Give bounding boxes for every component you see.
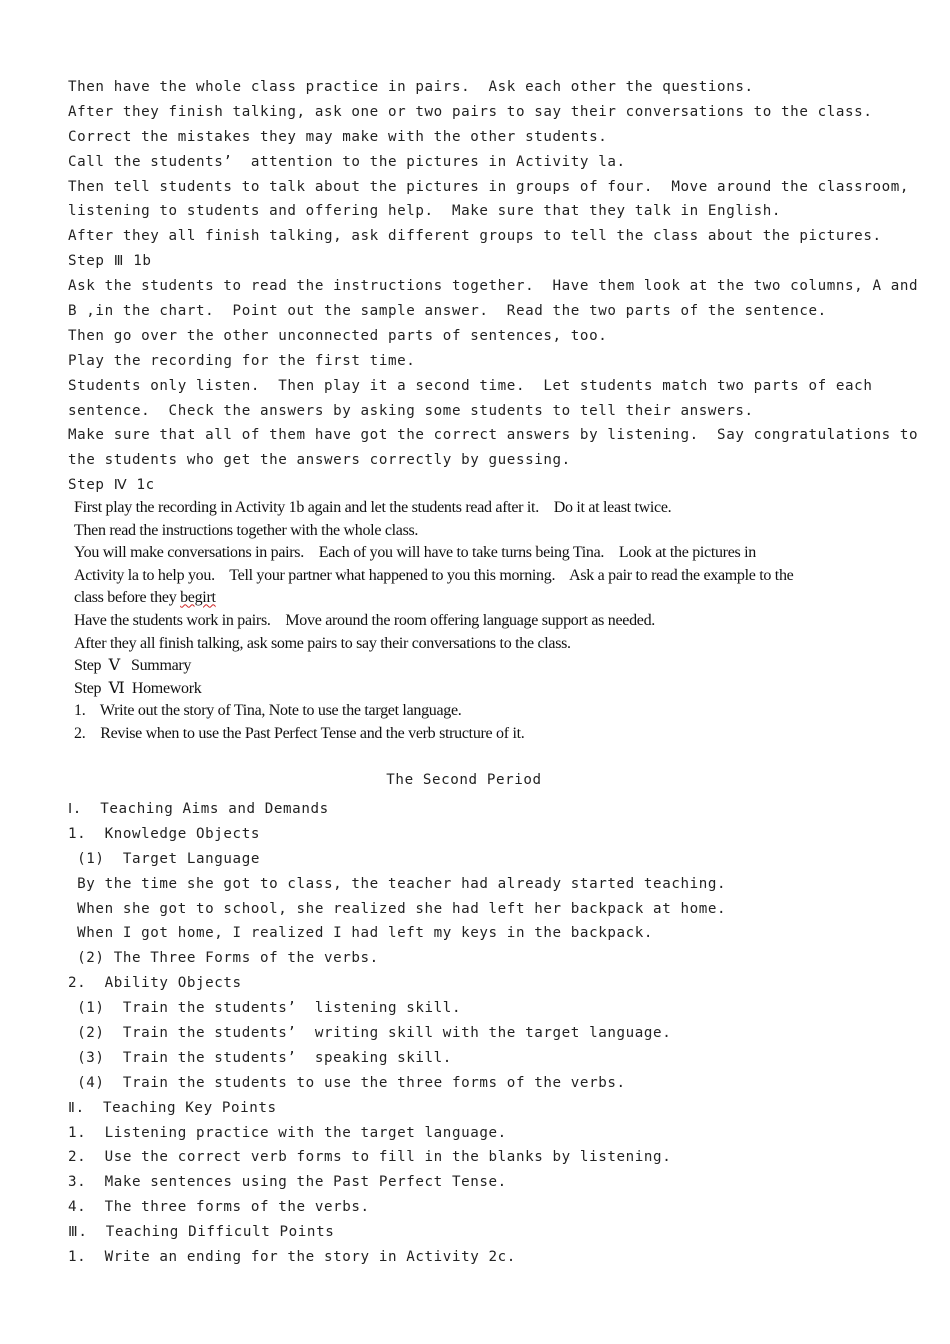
list-item: (2) Train the students’ writing skill with the target language. bbox=[68, 1025, 672, 1042]
text-line: Students only listen. Then play it a second time. Let students match two parts of each bbox=[68, 377, 873, 394]
list-item: 1. Listening practice with the target language. bbox=[68, 1124, 507, 1141]
text-line: Call the students’ attention to the pictures in Activity la. bbox=[68, 153, 626, 170]
list-item: (1) Train the students’ listening skill. bbox=[68, 1000, 462, 1017]
list-item: (1) Target Language bbox=[68, 850, 260, 867]
step-heading: Step Ⅴ Summary bbox=[74, 657, 192, 675]
text-line: Then go over the other unconnected parts of sentences, too. bbox=[68, 327, 608, 344]
text-line: After they all finish talking, ask some pairs to say their conversations to the class. bbox=[74, 634, 571, 652]
list-item: (2) The Three Forms of the verbs. bbox=[68, 950, 379, 967]
text-line: You will make conversations in pairs. Each of you will have to take turns being Tina. Look at the pictures in bbox=[74, 544, 756, 562]
text-line bbox=[74, 587, 884, 610]
text-line: Then have the whole class practice in pairs. Ask each other the questions. bbox=[68, 79, 754, 95]
text-line: the students who get the answers correctly by guessing. bbox=[68, 452, 571, 469]
step-1c-instructions-block bbox=[74, 497, 884, 746]
list-item: 4. The three forms of the verbs. bbox=[68, 1199, 370, 1216]
lesson-steps-block bbox=[68, 75, 919, 498]
list-item: (4) Train the students to use the three forms of the verbs. bbox=[68, 1074, 626, 1091]
text-line: listening to students and offering help. Make sure that they talk in English. bbox=[68, 203, 782, 220]
subheading: 2. Ability Objects bbox=[68, 975, 242, 992]
example-sentence: By the time she got to class, the teacher had already started teaching. bbox=[68, 875, 727, 892]
misspelled-word: begirt bbox=[180, 589, 216, 607]
example-sentence: When she got to school, she realized she had left her backpack at home. bbox=[68, 900, 727, 917]
section-heading: Ⅲ. Teaching Difficult Points bbox=[68, 1224, 335, 1241]
subheading: 1. Knowledge Objects bbox=[68, 825, 260, 842]
section-heading: Ⅰ. Teaching Aims and Demands bbox=[68, 801, 329, 817]
list-item: 3. Make sentences using the Past Perfect Tense. bbox=[68, 1174, 507, 1191]
text-line: Then tell students to talk about the pictures in groups of four. Move around the classroom, bbox=[68, 178, 910, 195]
section-heading: Ⅱ. Teaching Key Points bbox=[68, 1099, 277, 1116]
list-item: 1. Write an ending for the story in Activity 2c. bbox=[68, 1249, 516, 1266]
second-period-block bbox=[68, 797, 888, 1270]
period-title: The Second Period bbox=[386, 772, 542, 788]
text-line: Play the recording for the first time. bbox=[68, 352, 416, 369]
text-line: Activity la to help you. Tell your partner what happened to you this morning. Ask a pair to read the example to the bbox=[74, 566, 794, 584]
text-line: After they finish talking, ask one or two pairs to say their conversations to the class. bbox=[68, 103, 873, 120]
text-line: Make sure that all of them have got the correct answers by listening. Say congratulations to bbox=[68, 427, 919, 444]
text-line-prefix: class before they bbox=[74, 589, 181, 607]
list-item: 2. Use the correct verb forms to fill in the blanks by listening. bbox=[68, 1149, 672, 1166]
text-line: First play the recording in Activity 1b again and let the students read after it. Do it at least twice. bbox=[74, 499, 672, 516]
list-item: 1. Write out the story of Tina, Note to use the target language. bbox=[74, 702, 462, 720]
list-item: 2. Revise when to use the Past Perfect Tense and the verb structure of it. bbox=[74, 724, 525, 742]
step-heading: Step Ⅵ Homework bbox=[74, 679, 202, 697]
text-line: After they all finish talking, ask different groups to tell the class about the pictures. bbox=[68, 228, 882, 245]
step-heading: Step Ⅳ 1c bbox=[68, 477, 155, 494]
text-line: Correct the mistakes they may make with the other students. bbox=[68, 128, 608, 145]
text-line: Then read the instructions together with the whole class. bbox=[74, 521, 419, 539]
example-sentence: When I got home, I realized I had left my keys in the backpack. bbox=[68, 925, 654, 942]
text-line: sentence. Check the answers by asking some students to tell their answers. bbox=[68, 402, 754, 419]
text-line: B ,in the chart. Point out the sample answer. Read the two parts of the sentence. bbox=[68, 303, 827, 320]
text-line: Ask the students to read the instructions together. Have them look at the two columns, A and bbox=[68, 278, 919, 295]
text-line: Have the students work in pairs. Move around the room offering language support as needed. bbox=[74, 611, 655, 629]
step-heading: Step Ⅲ 1b bbox=[68, 253, 152, 270]
list-item: (3) Train the students’ speaking skill. bbox=[68, 1049, 452, 1066]
